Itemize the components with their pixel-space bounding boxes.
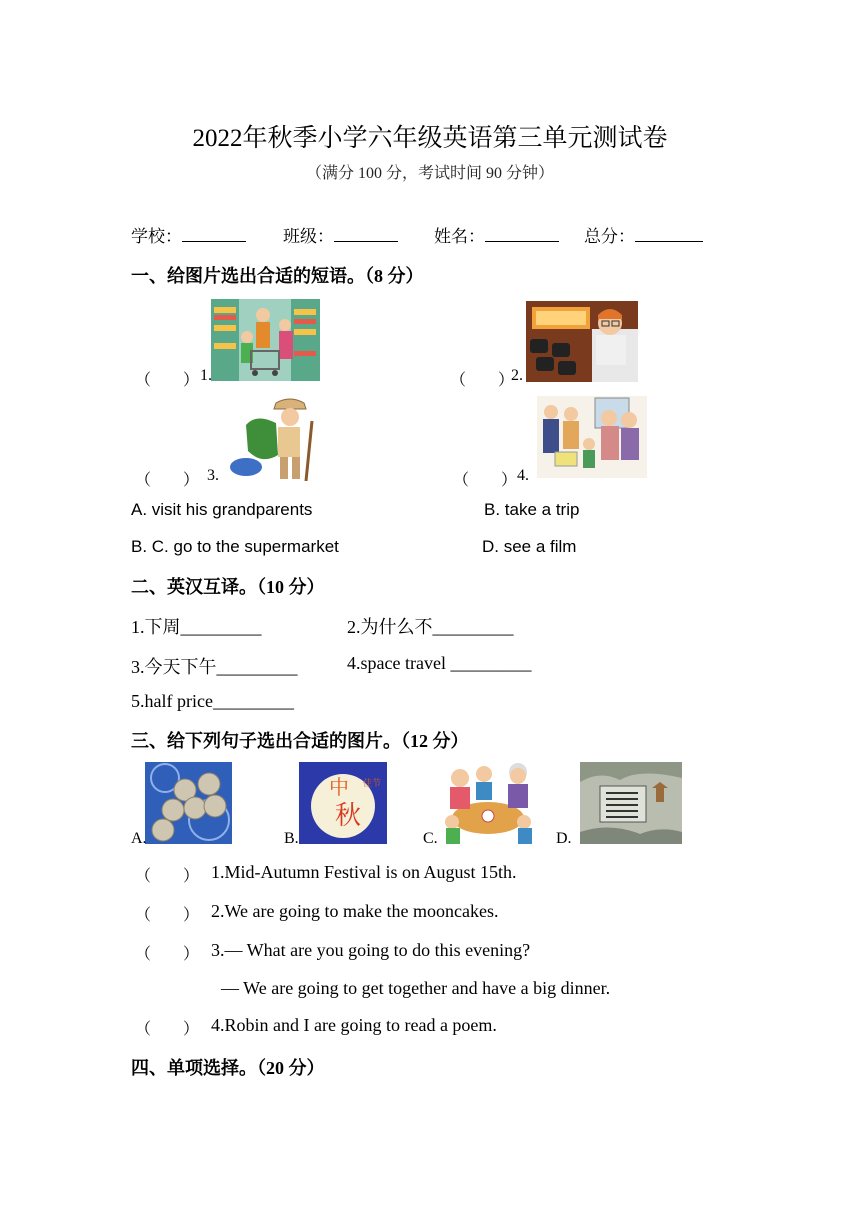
cinema-image	[526, 301, 638, 382]
s3-q2-text: 2.We are going to make the mooncakes.	[211, 901, 499, 921]
q4-paren[interactable]: （ ）	[453, 472, 518, 489]
mid-autumn-image	[299, 762, 387, 844]
translate-item-1[interactable]: 1.下周_________	[131, 617, 262, 637]
page-subtitle: （满分 100 分，考试时间 90 分钟）	[305, 165, 554, 182]
school-blank[interactable]	[182, 227, 246, 242]
name-blank[interactable]	[485, 227, 559, 242]
option-d: D. see a film	[482, 537, 577, 556]
class-label: 班级：	[283, 227, 334, 246]
q3-number: 3.	[207, 467, 219, 484]
option-a: A. visit his grandparents	[131, 500, 313, 519]
option-c: B. C. go to the supermarket	[131, 537, 339, 556]
class-blank[interactable]	[334, 227, 398, 242]
total-label: 总分：	[584, 227, 635, 246]
name-label: 姓名：	[434, 227, 485, 246]
total-field	[584, 222, 703, 247]
grandparents-image	[537, 396, 647, 478]
s3-q3-paren[interactable]: （ ）	[135, 946, 200, 963]
page-title: 2022年秋季小学六年级英语第三单元测试卷	[192, 125, 668, 152]
option-b: B. take a trip	[484, 500, 580, 519]
translate-item-3[interactable]: 3.今天下午_________	[131, 657, 298, 677]
poem-image	[580, 762, 682, 844]
section1-heading: 一、给图片选出合适的短语。（8 分）	[131, 266, 424, 286]
family-dinner-image	[438, 760, 538, 846]
s3-q1-paren[interactable]: （ ）	[135, 868, 200, 885]
s3-q3-text: 3.— What are you going to do this evening?	[211, 940, 531, 960]
section3-heading: 三、给下列句子选出合适的图片。（12 分）	[131, 731, 469, 751]
name-field	[434, 222, 559, 247]
translate-item-2[interactable]: 2.为什么不_________	[347, 617, 514, 637]
traveller-image	[226, 395, 322, 481]
pic-label-b: B.	[284, 830, 299, 847]
class-field	[283, 222, 398, 247]
s3-q2-paren[interactable]: （ ）	[135, 907, 200, 924]
mid-autumn-char-1: 中	[329, 775, 349, 799]
s3-q4-paren[interactable]: （ ）	[135, 1021, 200, 1038]
pic-label-c: C.	[423, 830, 438, 847]
pic-label-d: D.	[556, 830, 572, 847]
pic-label-a: A.	[131, 830, 147, 847]
section2-heading: 二、英汉互译。（10 分）	[131, 577, 325, 597]
s3-q4-text: 4.Robin and I are going to read a poem.	[211, 1015, 497, 1035]
total-blank[interactable]	[635, 227, 703, 242]
q2-paren[interactable]: （ ）	[450, 372, 515, 389]
mid-autumn-small: 佳节	[363, 779, 382, 789]
school-label: 学校：	[131, 227, 182, 246]
translate-item-5[interactable]: 5.half price_________	[131, 691, 294, 711]
supermarket-image	[211, 299, 320, 381]
translate-item-4[interactable]: 4.space travel _________	[347, 653, 532, 673]
s3-q1-text: 1.Mid-Autumn Festival is on August 15th.	[211, 862, 517, 882]
s3-q3-answer-text: — We are going to get together and have a big dinner.	[221, 978, 611, 998]
mid-autumn-char-2: 秋	[335, 801, 362, 831]
q1-paren[interactable]: （ ）	[135, 372, 200, 389]
q1-number: 1.	[200, 367, 212, 384]
q2-number: 2.	[511, 367, 523, 384]
q3-paren[interactable]: （ ）	[135, 472, 200, 489]
mooncakes-image	[145, 762, 232, 844]
school-field	[131, 222, 246, 247]
section4-heading: 四、单项选择。（20 分）	[131, 1058, 325, 1078]
q4-number: 4.	[517, 467, 529, 484]
